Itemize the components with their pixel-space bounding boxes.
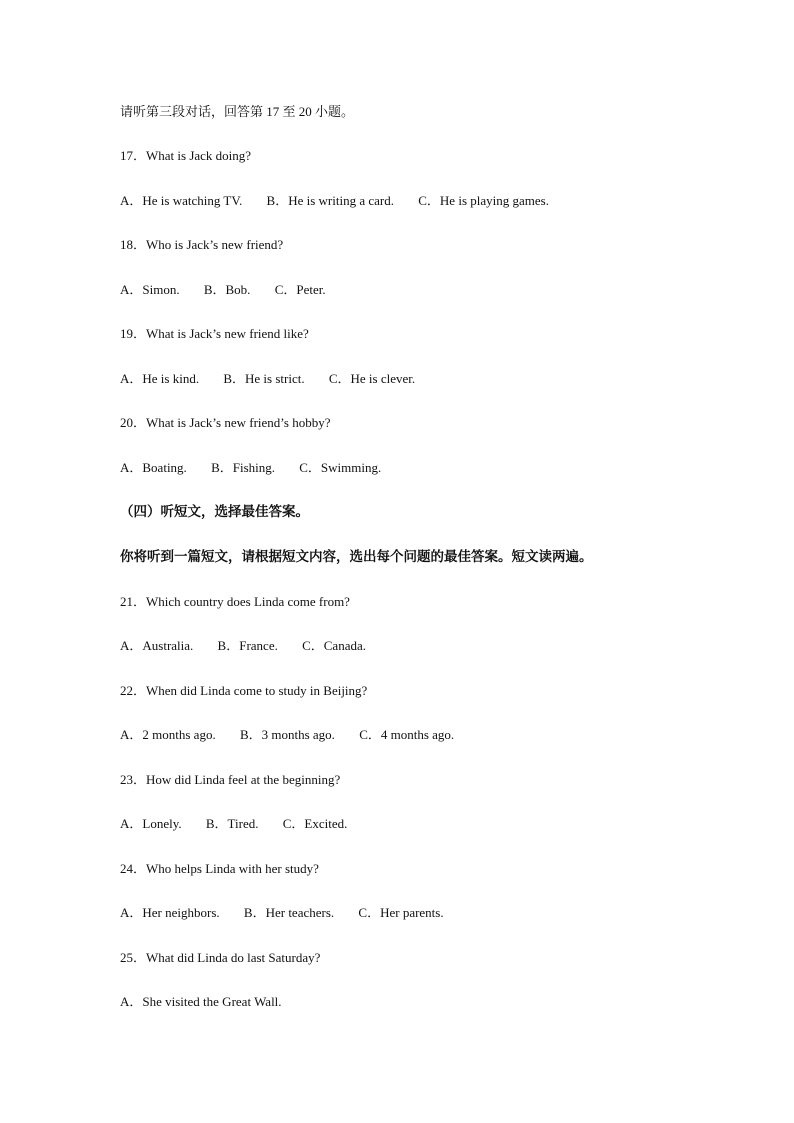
- option-b: B．He is strict.: [223, 371, 305, 386]
- option-a: A．Boating.: [120, 460, 187, 475]
- question-25-options: [120, 994, 282, 1010]
- option-a: A．2 months ago.: [120, 727, 216, 742]
- question-25-stem: 25．What did Linda do last Saturday?: [120, 950, 321, 965]
- option-a: A．She visited the Great Wall.: [120, 994, 282, 1009]
- option-b: B．Her teachers.: [243, 905, 335, 920]
- option-b: B．3 months ago.: [239, 727, 335, 742]
- option-c: C．Peter.: [274, 282, 326, 297]
- option-c: C．4 months ago.: [359, 727, 455, 742]
- question-18-stem: 18．Who is Jack’s new friend?: [120, 237, 284, 252]
- section4-instruction: 你将听到一篇短文，请根据短文内容，选出每个问题的最佳答案。短文读两遍。: [120, 549, 593, 565]
- option-b: B．He is writing a card.: [266, 193, 394, 208]
- option-b: B．Fishing.: [211, 460, 275, 475]
- option-c: C．Excited.: [282, 816, 348, 831]
- question-18-options: [120, 282, 326, 298]
- option-b: B．Bob.: [203, 282, 251, 297]
- question-21-options: [120, 638, 366, 654]
- question-19-stem: 19．What is Jack’s new friend like?: [120, 326, 309, 341]
- option-b: B．Tired.: [205, 816, 259, 831]
- question-23-options: [120, 816, 347, 832]
- option-a: A．Simon.: [120, 282, 180, 297]
- section4-heading: （四）听短文，选择最佳答案。: [120, 504, 309, 520]
- question-24-stem: 24．Who helps Linda with her study?: [120, 861, 319, 876]
- question-22-options: [120, 727, 454, 743]
- option-c: C．Her parents.: [358, 905, 444, 920]
- option-c: C．He is playing games.: [418, 193, 549, 208]
- option-a: A．Australia.: [120, 638, 194, 653]
- option-c: C．Swimming.: [299, 460, 382, 475]
- question-24-options: [120, 905, 444, 921]
- option-a: A．Lonely.: [120, 816, 182, 831]
- option-a: A．Her neighbors.: [120, 905, 220, 920]
- option-a: A．He is watching TV.: [120, 193, 243, 208]
- question-23-stem: 23．How did Linda feel at the beginning?: [120, 772, 341, 787]
- option-c: C．He is clever.: [328, 371, 416, 386]
- option-a: A．He is kind.: [120, 371, 200, 386]
- option-c: C．Canada.: [302, 638, 366, 653]
- section3-intro: 请听第三段对话，回答第 17 至 20 小题。: [120, 104, 355, 119]
- question-20-stem: 20．What is Jack’s new friend’s hobby?: [120, 415, 331, 430]
- question-19-options: [120, 371, 415, 387]
- option-b: B．France.: [217, 638, 278, 653]
- question-17-options: [120, 193, 549, 209]
- question-21-stem: 21．Which country does Linda come from?: [120, 594, 350, 609]
- question-22-stem: 22．When did Linda come to study in Beijing?: [120, 683, 368, 698]
- question-20-options: [120, 460, 381, 476]
- question-17-stem: 17．What is Jack doing?: [120, 148, 252, 163]
